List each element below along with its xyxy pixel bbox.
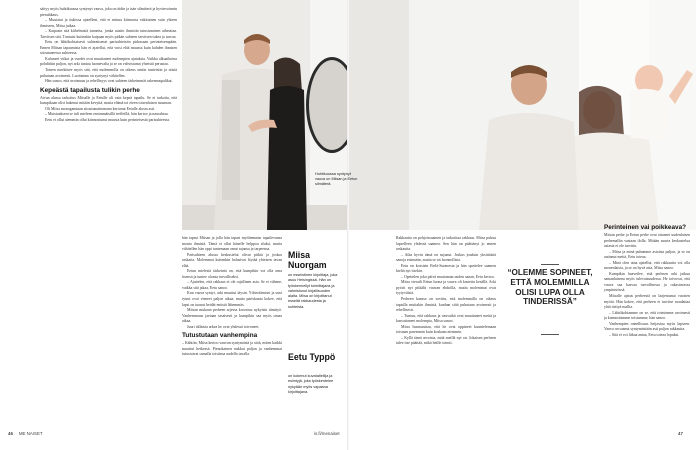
paragraph: Eetu on kotoisin Etelä-Suomesta ja hän opettelee saamen kieltä nyt itsekin. xyxy=(396,263,496,274)
bio-name-eetu: Eetu Typpö xyxy=(288,352,336,362)
paragraph: – Opettelen joka päivä muutaman uuden sanan, Eetu kertoo. xyxy=(401,274,495,279)
paragraph: Miisalle ajatus perheestä on laajentunut vuosien myötä. Hän kokee, että perheen ei tarvitse noudattaa yhtä tiettyä mallia. xyxy=(604,294,690,310)
paragraph: Vanhempien onnellisuus heijastuu myös lapseen. Vauva on saanut syntymästään asti paljon rakkautta. xyxy=(604,321,690,332)
paragraph: sättyy myös huhtikuussa syntynyt vauva, joka on äidin ja isän silmäterä ja hyvinvoinnin pienuhkaus. xyxy=(40,7,177,17)
paragraph: – Muistaakseni se tuli mieleen ensimmäisillä treffeillä, hän kertoo ja naurahtaa. xyxy=(45,112,169,117)
paragraph: hän tapasi Miisan ja jolla hän tapasi myöhemmin tapailevansa monia ihmisiä. Tämä ei ollut hänelle helppoa aluksi, mutta vähitellen hän oppi tuntemaan omat rajansa ja tarpeensa. xyxy=(182,236,282,252)
paragraph: Kuluneet viikot ja vuodet ovat muuttaneet molempien ajatuksia. Vaikka alkuaikoina pohdittiin paljon, nyt arki tuntuu luontevalta ja se on vahvistanut yhteistä perustaa. xyxy=(40,56,177,67)
page-number-left: 46 xyxy=(8,431,13,436)
paragraph: Miisa huomauttaa, että he ovat oppineet kuuntelemaan toisiaan paremmin kuin koskaan aiemmin. xyxy=(396,324,496,335)
bio-name-miisa: Miisa Nuorgam xyxy=(288,250,327,270)
subheading: Perinteinen vai poikkeava? xyxy=(604,224,687,231)
paragraph: – Tuntuu, että rakkaus ja vauvaikä ovat muuttaneet meitä ja kasvattaneet molempia, Miisa sanoo. xyxy=(396,313,496,324)
paragraph: Miisan mukaan perheen arjessa korostuu nykyisin tiimityö. Vanhemmuus jaetaan tasaisesti ja kumpikin saa myös omaa aikaa. xyxy=(182,308,282,324)
right-text-column-a xyxy=(396,236,496,426)
paragraph: Oli Miisa monogamiaan sitoutumattomana kertonut Eetulle alusta asti. xyxy=(45,106,155,111)
bio-text-miisa: on esseistinen kirjoittaja, joka asuu Helsingissä. Hän on työskennellyt toimittajana ja valmistunut kirjallisuuden alalta. Miisa on kirjoittanut esseitä rakkaudesta ja suhteista. xyxy=(288,273,338,309)
paragraph: Eetu ei ollut aiemmin ollut kiinnostunut muusta kuin perinteisestä parisuhteesta. xyxy=(45,117,170,122)
paragraph: Miisa vieraili Eetun luona ja vauva oli kastettu kesällä. Arki pyörii nyt pitkälti vauvan ehdoilla, mutta molemmat ovat tyytyväisiä. xyxy=(396,280,496,296)
paragraph: – Sitä ei voi liikaa antaa, Eetu toteaa lopuksi. xyxy=(609,332,680,337)
photo-illustration xyxy=(182,0,347,230)
right-text-column-b xyxy=(604,222,690,426)
page-number-right: 47 xyxy=(678,431,683,436)
paragraph: – Kähtiin, Miisa kertoo vauvan syntymästä ja siitä, miten kaikki muuttui hetkessä. Pienokainen nukkui paljon ja vanhemmat tutustuivat samalla toisiinsa uudella tavalla. xyxy=(182,341,282,357)
paragraph: – Miisa ja minä puhumme asioista paljon, ja se on auttanut meitä, Eetu toteaa. xyxy=(604,249,690,260)
paragraph: Aivan alussa tarkoitus Miisalle ja Eetulle oli vain kepeä tapailu. Se ei tarkoita, että kumpikaan olisi hakenut mitään kevyttä, mutta elämä toi eteen toisenlaisen suunnan. xyxy=(40,95,177,106)
paragraph: Kumpikin haaveilee, että perheen arki jatkuu samanlaisena myös tulevaisuudessa. He toivovat, että vauva saa kasvaa turvallisessa ja rakastavassa ympäristössä. xyxy=(604,271,690,293)
paragraph: Rakkautta on pohjoissaamen ja tarkoittaa rakkaus. Miisa puhuu lapselleen yhdessä saamea. Sen hän on päättänyt jo ennen raskautta. xyxy=(396,236,496,252)
footer-url: is.fi/menaiset xyxy=(314,431,340,436)
left-text-column xyxy=(40,7,177,425)
paragraph: – Minä olen aina ajatellut, että rakkautta voi olla monenlaista, ja se on hyvä asia, Miisa sanoo. xyxy=(604,260,690,271)
photo-caption: Huhtikuussa syntynyt vauva on Miisan ja Eetun silmäterä. xyxy=(315,172,358,186)
paragraph: – Kyllä tämä arvoista, mitä meillä nyt on. Jokaisen perheen tulee itse päättää, mikä heille toimii. xyxy=(396,335,496,346)
subheading: Kepeästä tapailusta tulikin perhe xyxy=(40,86,140,94)
paragraph: Eetu on lähtökohtaisesti suhteattomat parisuhteisiin pidossaan perinteisempään. Ennen Miisan tapaamista hän ei ajatellut, että voisi elää muussa kuin kahden ihmisen sitoutuneessa suhteessa. xyxy=(40,40,177,56)
paragraph: Perheen kanssa on sovittu, että molemmilla on oikeus tapailla muitakin ihmisiä, kunhan siitä puhutaan avoimesti ja rehellisesti. xyxy=(396,297,496,313)
paragraph: – Lähtökohtamme on se, että toimimme avoimesti ja kunnioitamme toisiamme, hän sanoo. xyxy=(604,310,690,321)
couple-photo-mirror xyxy=(182,0,347,230)
family-with-baby-photo xyxy=(349,0,696,230)
magazine-name: ME NAISET xyxy=(18,431,43,436)
quote-rule-bottom xyxy=(541,334,559,335)
paragraph: – Aika hyvin tämä on sujunut. Joskus jouduin yksittäisiä sanoja etsimään, mutta se on luonnollista. xyxy=(396,252,496,263)
paragraph: Eetun mielestä tärkeintä on, että kumpikin voi olla oma itsensä ja tuntee olonsa turvalliseksi. xyxy=(182,269,282,279)
paragraph: Toinen merkitsee myös sitä, että molemmilla on oikeus omiin tunteisiin ja niistä puhutaan avoimesti. Luottamus on syntynyt vähitellen. xyxy=(40,68,177,78)
paragraph: Hän sanoo, että avoimuus ja rehellisyys ovat suhteen tärkeimmät rakennuspalikat. xyxy=(45,79,173,84)
paragraph: Miisan perhe ja Eetun perhe ovat ottaneet uudenlaisen perhemallin vastaan ilolla. Mitään suurta keskustelua asiasta ei ole tarvittu. xyxy=(604,233,690,249)
paragraph: Parisuhteen alussa keskustelut olivat pitkiä ja joskus raskaita. Molemmat kuitenkin halusivat löytää yhteisen tavan elää. xyxy=(182,252,282,268)
footer-left xyxy=(8,431,43,436)
paragraph: Juuri tällaista arkea he ovat yhdessä toivoneet. xyxy=(187,324,260,329)
paragraph: – Muutatat ja tiukissa ajatelleni, että ei minua kiinnosta vakituinen vain yhteen ihmiseen, Miisa jatkaa. xyxy=(40,18,177,28)
photo-illustration xyxy=(349,0,696,230)
bio-text-eetu: on kokenut kuvataiteilija ja esiintyjä, joka työskentelee nykyään myös vapaana kirjoittajana. xyxy=(288,374,334,394)
subheading: Tutustutaan vanhempina xyxy=(182,332,258,340)
quote-rule-top xyxy=(541,264,559,265)
paragraph: – Kaipasin sitä kiihelmistä tunnetta, jonka uusiin ihmisiin tutustuminen aiheuttaa. Tarvitsen sitä. Tuntuisi kuitenkin kaipaan myös pitkän suhteen tarvitsen tukea ja turvaa. xyxy=(40,29,177,39)
paragraph: – Ajattelen, että rakkaus ei ole rajallinen asia. Se ei vähene, vaikka sitä jakaa, Eetu sanoo. xyxy=(182,280,282,290)
pull-quote: “OLEMME SOPINEET, ETTÄ MOLEMMILLA OLISI LUPA OLLA TINDERISSÄ” xyxy=(507,268,593,307)
paragraph: Kun vauva syntyi, arki muuttui täysin. Yöheräämiset ja uusi rytmi ovat vieneet paljon aikaa, mutta pariskunta kokee, että lapsi on tuonut heidät entistä lähemmäs. xyxy=(182,291,282,307)
middle-text-column xyxy=(182,236,282,426)
